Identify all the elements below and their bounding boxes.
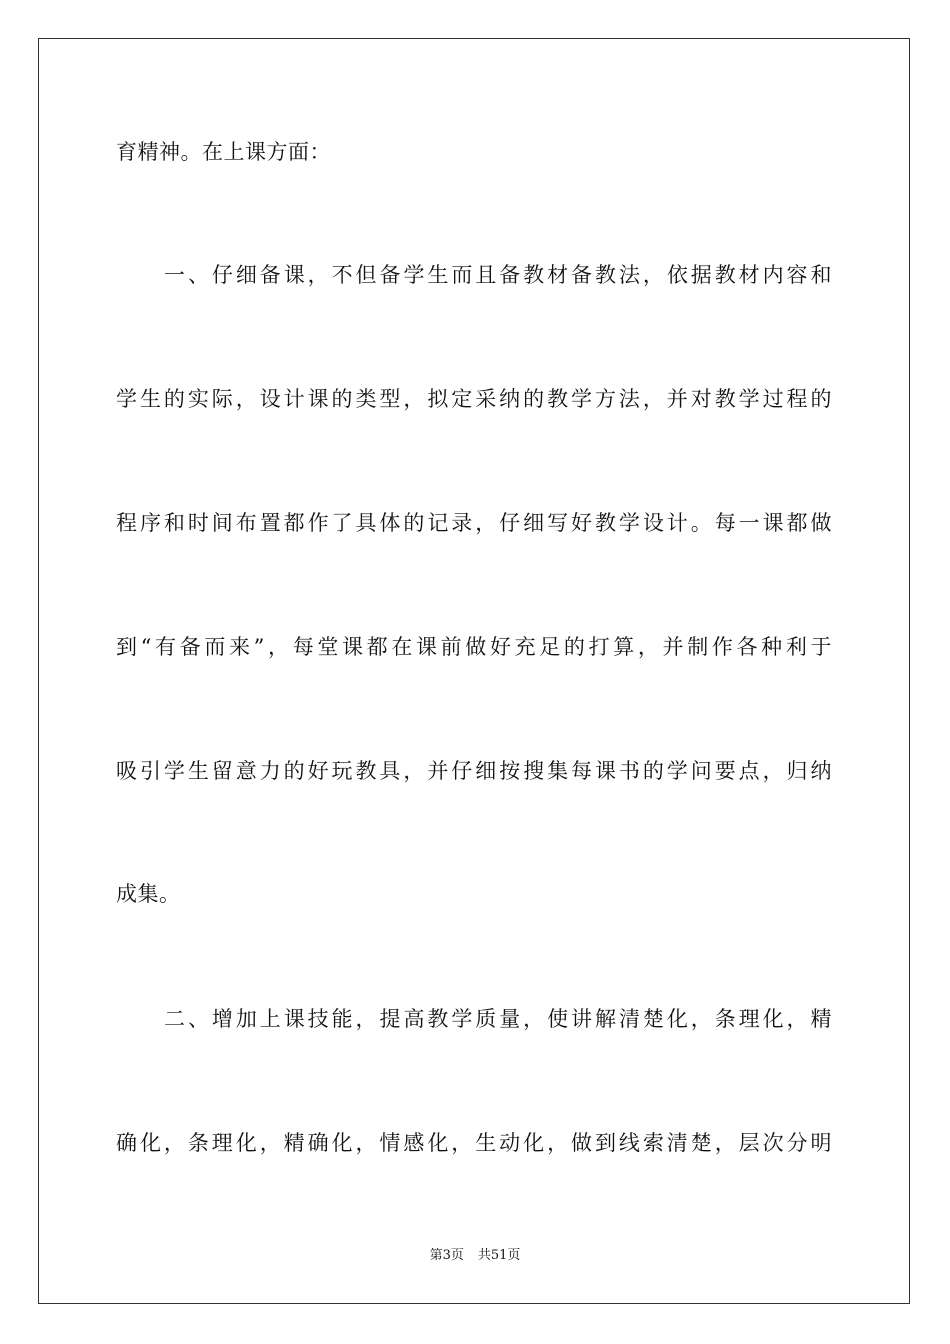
paragraph-line: 程序和时间布置都作了具体的记录，仔细写好教学设计。每一课都做: [116, 511, 832, 535]
page-total: 共51页: [477, 1248, 521, 1263]
paragraph-line: 确化，条理化，精确化，情感化，生动化，做到线索清楚，层次分明: [116, 1131, 832, 1155]
paragraph-line: 二、增加上课技能，提高教学质量，使讲解清楚化，条理化，精: [164, 1007, 832, 1031]
paragraph-line: 成集。: [116, 882, 181, 906]
paragraph-line: 学生的实际，设计课的类型，拟定采纳的教学方法，并对教学过程的: [116, 387, 832, 411]
page-number: 第3页: [429, 1248, 464, 1263]
paragraph-line: 一、仔细备课，不但备学生而且备教材备教法，依据教材内容和: [164, 263, 832, 287]
paragraph-line: 育精神。在上课方面：: [116, 140, 331, 164]
page-footer: [0, 1247, 950, 1265]
paragraph-line: 吸引学生留意力的好玩教具，并仔细按搜集每课书的学问要点，归纳: [116, 759, 832, 783]
paragraph-line: 到“有备而来”，每堂课都在课前做好充足的打算，并制作各种利于: [116, 635, 832, 659]
page-frame: [38, 38, 910, 1304]
